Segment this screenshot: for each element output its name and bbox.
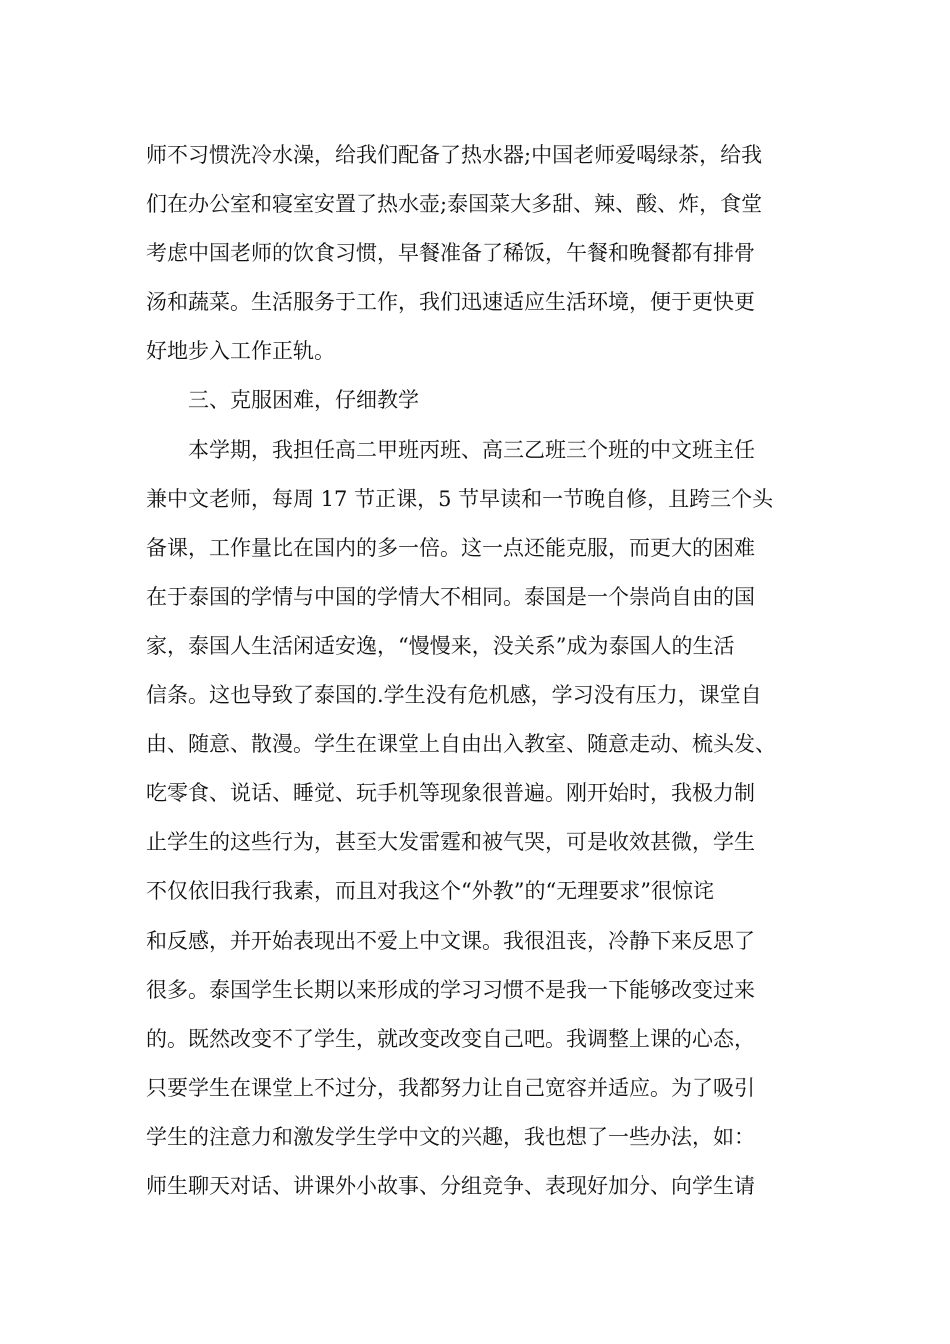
text-line: 很多。泰国学生长期以来形成的学习习惯不是我一下能够改变过来	[146, 977, 755, 1002]
text-line: 止学生的这些行为，甚至大发雷霆和被气哭，可是收效甚微，学生	[146, 830, 755, 855]
text-line: 信条。这也导致了泰国的.学生没有危机感，学习没有压力，课堂自	[146, 683, 762, 708]
text-line: 和反感，并开始表现出不爱上中文课。我很沮丧，冷静下来反思了	[146, 928, 755, 953]
text-line: 不仅依旧我行我素，而且对我这个“外教”的“无理要求”很惊诧	[146, 879, 714, 904]
body-text	[146, 131, 826, 1211]
text-line: 本学期，我担任高二甲班丙班、高三乙班三个班的中文班主任	[188, 437, 755, 462]
text-line: 家，泰国人生活闲适安逸，“慢慢来，没关系”成为泰国人的生活	[146, 633, 735, 658]
text-line: 师不习惯洗冷水澡，给我们配备了热水器;中国老师爱喝绿茶，给我	[146, 143, 763, 167]
section-heading: 三、克服困难，仔细教学	[188, 388, 419, 413]
text-line: 吃零食、说话、睡觉、玩手机等现象很普遍。刚开始时，我极力制	[146, 781, 755, 806]
text-line: 在于泰国的学情与中国的学情大不相同。泰国是一个崇尚自由的国	[146, 584, 755, 609]
text-line: 由、随意、散漫。学生在课堂上自由出入教室、随意走动、梳头发、	[146, 732, 776, 757]
text-line: 考虑中国老师的饮食习惯，早餐准备了稀饭，午餐和晚餐都有排骨	[146, 241, 755, 266]
text-line: 们在办公室和寝室安置了热水壶;泰国菜大多甜、辣、酸、炸，食堂	[146, 192, 763, 217]
text-line: 的。既然改变不了学生，就改变改变自己吧。我调整上课的心态，	[146, 1026, 755, 1051]
text-line: 好地步入工作正轨。	[146, 339, 335, 364]
text-line: 师生聊天对话、讲课外小故事、分组竞争、表现好加分、向学生请	[146, 1173, 755, 1198]
text-line: 备课，工作量比在国内的多一倍。这一点还能克服，而更大的困难	[146, 535, 755, 560]
text-line: 只要学生在课堂上不过分，我都努力让自己宽容并适应。为了吸引	[146, 1075, 755, 1100]
text-line: 兼中文老师，每周 17 节正课，5 节早读和一节晚自修，且跨三个头	[146, 486, 774, 511]
text-line: 学生的注意力和激发学生学中文的兴趣，我也想了一些办法，如：	[146, 1124, 755, 1149]
text-line: 汤和蔬菜。生活服务于工作，我们迅速适应生活环境，便于更快更	[146, 290, 755, 315]
